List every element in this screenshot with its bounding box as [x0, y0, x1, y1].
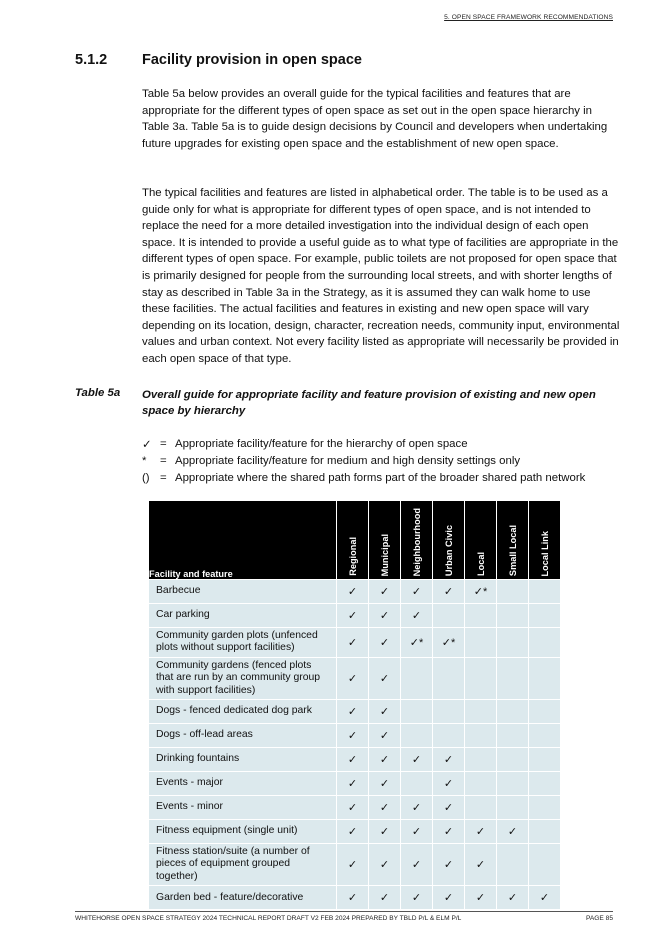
mark-cell: ✓ [529, 886, 561, 910]
mark-cell: ✓ [369, 604, 401, 628]
mark-cell: ✓ [433, 772, 465, 796]
mark-cell [529, 628, 561, 658]
paragraph-details: The typical facilities and features are listed in alphabetical order. The table is to be used as a guide only for what is appropriate for different types of open space, and is not intended to replace the need for a more detailed investigation into the individual design of each open space. It is intended to provide a useful guide as to what type of facilities are appropriate in the different types of open space. For example, public toilets are not proposed for open space that is primarily designed for people from the surrounding local streets, and with shorter lengths of stay as described in Table 3a in the Strategy, as it is assumed they can walk home to use these facilities. The actual facilities and features in existing and new open space will vary depending on its location, design, character, recreation needs, community input, environmental values and urban context. Not every facility listed as appropriate will necessarily be provided in each open space of that type. [142, 187, 620, 365]
mark-cell: ✓ [369, 657, 401, 699]
facility-name-cell: Fitness station/suite (a number of pieces of equipment grouped together) [149, 844, 337, 886]
mark-cell: ✓ [337, 604, 369, 628]
mark-cell: ✓ [369, 628, 401, 658]
mark-cell: ✓ [337, 724, 369, 748]
mark-cell [465, 628, 497, 658]
table-row [149, 796, 561, 820]
mark-cell [401, 772, 433, 796]
parentheses-symbol: () [142, 471, 150, 484]
mark-cell: ✓ [337, 700, 369, 724]
mark-cell: ✓ [401, 796, 433, 820]
mark-cell [433, 700, 465, 724]
mark-cell: ✓ [337, 628, 369, 658]
facility-name-cell: Dogs - off-lead areas [149, 724, 337, 748]
legend-equals: = [160, 471, 167, 484]
section-title: Facility provision in open space [142, 52, 362, 68]
table-row [149, 748, 561, 772]
facility-name-cell: Community garden plots (unfenced plots without support facilities) [149, 628, 337, 658]
mark-cell [529, 772, 561, 796]
mark-cell: ✓ [401, 604, 433, 628]
table-row [149, 700, 561, 724]
legend-equals: = [160, 437, 167, 450]
mark-cell [497, 628, 529, 658]
column-header-urban-civic: Urban Civic [433, 501, 465, 580]
table-label: Table 5a [75, 387, 121, 399]
mark-cell: ✓* [433, 628, 465, 658]
mark-cell [497, 748, 529, 772]
footer-text: WHITEHORSE OPEN SPACE STRATEGY 2024 TECHNICAL REPORT DRAFT V2 FEB 2024 PREPARED BY TBLD P/L & ELM P/L [75, 915, 462, 922]
facility-name-cell: Barbecue [149, 580, 337, 604]
mark-cell: ✓ [337, 657, 369, 699]
mark-cell: ✓ [337, 844, 369, 886]
mark-cell: ✓ [465, 844, 497, 886]
mark-cell: ✓ [465, 886, 497, 910]
page-number: PAGE 85 [586, 915, 613, 922]
mark-cell: ✓ [369, 724, 401, 748]
mark-cell [497, 657, 529, 699]
mark-cell: ✓ [337, 796, 369, 820]
mark-cell: ✓ [337, 772, 369, 796]
mark-cell [529, 844, 561, 886]
mark-cell: ✓ [465, 820, 497, 844]
legend-item [142, 452, 585, 469]
table-row [149, 628, 561, 658]
mark-cell: ✓ [337, 580, 369, 604]
facility-name-cell: Car parking [149, 604, 337, 628]
mark-cell [529, 700, 561, 724]
column-header-neighbourhood: Neighbourhood [401, 501, 433, 580]
facility-name-cell: Events - minor [149, 796, 337, 820]
column-header-regional: Regional [337, 501, 369, 580]
mark-cell [465, 748, 497, 772]
table-row [149, 604, 561, 628]
mark-cell: ✓ [369, 748, 401, 772]
table-row [149, 724, 561, 748]
paragraph-intro: Table 5a below provides an overall guide for the typical facilities and features that are appropriate for the different types of open space as set out in the open space hierarchy in Table 3a. Table 5a is to guide design decisions by Council and developers when undertaking future upgrades for existing open space and the establishment of new open space. [142, 88, 608, 150]
mark-cell: ✓ [369, 886, 401, 910]
mark-cell [497, 604, 529, 628]
mark-cell [497, 724, 529, 748]
column-header-small-local: Small Local [497, 501, 529, 580]
mark-cell [529, 657, 561, 699]
mark-cell: ✓ [369, 820, 401, 844]
mark-cell: ✓ [369, 580, 401, 604]
table-row [149, 580, 561, 604]
mark-cell: ✓ [433, 748, 465, 772]
mark-cell: ✓ [369, 844, 401, 886]
mark-cell [433, 657, 465, 699]
mark-cell [529, 580, 561, 604]
mark-cell: ✓* [401, 628, 433, 658]
mark-cell [401, 724, 433, 748]
mark-cell [529, 820, 561, 844]
mark-cell: ✓ [401, 580, 433, 604]
mark-cell [401, 700, 433, 724]
table-row [149, 886, 561, 910]
table-header-row [149, 501, 561, 580]
facility-table [148, 500, 561, 910]
mark-cell [465, 604, 497, 628]
mark-cell: ✓ [433, 820, 465, 844]
table-row [149, 772, 561, 796]
mark-cell [497, 796, 529, 820]
mark-cell: ✓ [337, 820, 369, 844]
mark-cell [465, 700, 497, 724]
mark-cell [497, 844, 529, 886]
mark-cell: ✓ [497, 820, 529, 844]
table-row [149, 844, 561, 886]
mark-cell: ✓ [369, 700, 401, 724]
mark-cell: ✓ [337, 748, 369, 772]
mark-cell [465, 657, 497, 699]
asterisk-symbol: * [142, 454, 147, 467]
legend-text: Appropriate facility/feature for the hierarchy of open space [175, 437, 468, 450]
column-header-municipal: Municipal [369, 501, 401, 580]
mark-cell: ✓ [401, 748, 433, 772]
mark-cell [529, 604, 561, 628]
mark-cell [465, 724, 497, 748]
mark-cell [497, 580, 529, 604]
mark-cell [465, 772, 497, 796]
mark-cell: ✓ [401, 820, 433, 844]
column-header-local: Local [465, 501, 497, 580]
facility-name-cell: Dogs - fenced dedicated dog park [149, 700, 337, 724]
facility-name-cell: Garden bed - feature/decorative [149, 886, 337, 910]
mark-cell [529, 748, 561, 772]
legend-equals: = [160, 454, 167, 467]
table-row [149, 657, 561, 699]
facility-name-cell: Drinking fountains [149, 748, 337, 772]
mark-cell: ✓ [369, 796, 401, 820]
table-legend [142, 435, 585, 486]
mark-cell: ✓ [433, 886, 465, 910]
mark-cell: ✓ [497, 886, 529, 910]
mark-cell [529, 796, 561, 820]
column-header-facility: Facility and feature [149, 501, 337, 580]
legend-text: Appropriate facility/feature for medium and high density settings only [175, 454, 521, 467]
legend-item [142, 435, 585, 452]
table-body [149, 580, 561, 910]
mark-cell: ✓ [433, 580, 465, 604]
mark-cell [497, 772, 529, 796]
footer-divider [75, 911, 613, 912]
mark-cell [433, 604, 465, 628]
mark-cell: ✓ [369, 772, 401, 796]
mark-cell: ✓ [337, 886, 369, 910]
tick-symbol: ✓ [142, 438, 152, 451]
mark-cell [401, 657, 433, 699]
facility-name-cell: Community gardens (fenced plots that are run by an community group with support facilities) [149, 657, 337, 699]
facility-name-cell: Events - major [149, 772, 337, 796]
legend-text: Appropriate where the shared path forms part of the broader shared path network [175, 471, 586, 484]
mark-cell [433, 724, 465, 748]
running-header: 5. OPEN SPACE FRAMEWORK RECOMMENDATIONS [444, 14, 613, 21]
mark-cell: ✓* [465, 580, 497, 604]
mark-cell: ✓ [433, 796, 465, 820]
facility-name-cell: Fitness equipment (single unit) [149, 820, 337, 844]
mark-cell [529, 724, 561, 748]
table-caption: Overall guide for appropriate facility and feature provision of existing and new open space by hierarchy [142, 389, 596, 417]
mark-cell: ✓ [401, 844, 433, 886]
mark-cell [497, 700, 529, 724]
mark-cell: ✓ [401, 886, 433, 910]
column-header-local-link: Local Link [529, 501, 561, 580]
mark-cell: ✓ [433, 844, 465, 886]
mark-cell [465, 796, 497, 820]
section-number: 5.1.2 [75, 52, 108, 68]
legend-item [142, 469, 585, 486]
table-row [149, 820, 561, 844]
